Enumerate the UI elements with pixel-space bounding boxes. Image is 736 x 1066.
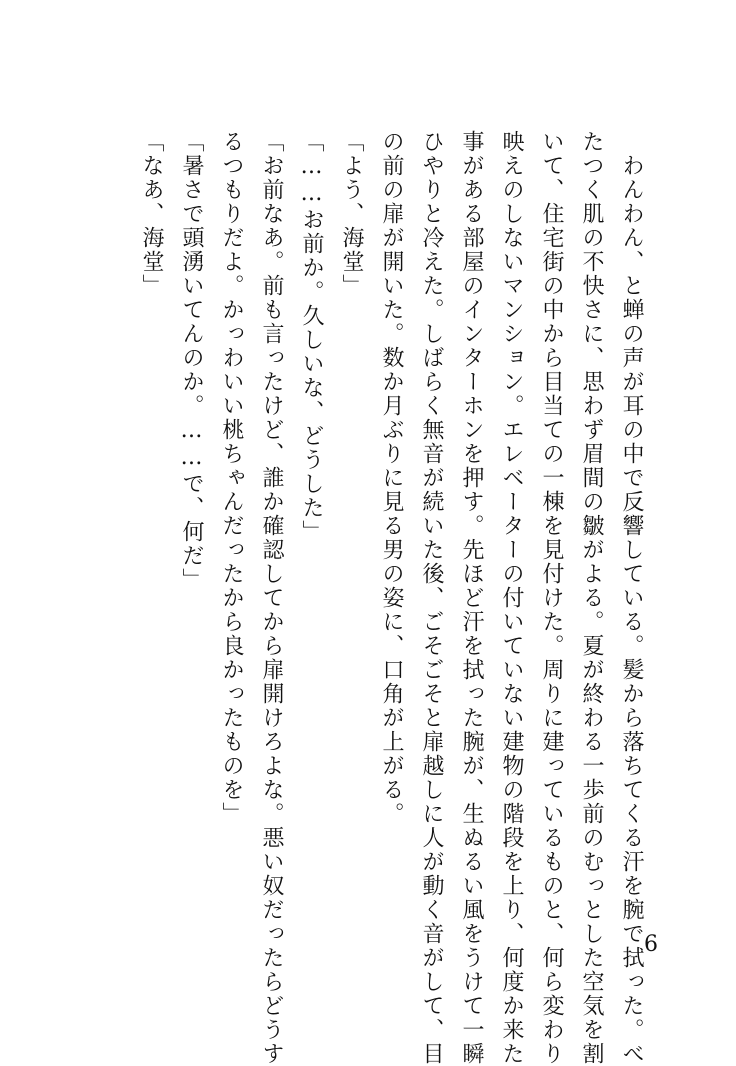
dialogue-line-3: 「お前なあ。前も言ったけど、誰か確認してから扉開けろよな。悪い奴だったらどうす	[259, 130, 284, 1066]
dialogue-line-4: 「暑さで頭湧いてんのか。……で、何だ」	[179, 130, 204, 592]
text-line-7: の前の扉が開いた。数か月ぶりに見る男の姿に、口角が上がる。	[379, 130, 404, 826]
dialogue-line-2: 「……お前か。久しいな、どうした」	[299, 130, 324, 544]
text-line-2: たつく肌の不快さに、思わず眉間の皺がよる。夏が終わる一歩前のむっとした空気を割	[579, 130, 604, 1066]
text-line-1: わんわん、と蝉の声が耳の中で反響している。髪から落ちてくる汗を腕で拭った。べ	[619, 130, 644, 1066]
dialogue-line-5: 「なあ、海堂」	[139, 130, 164, 298]
page-number: 6	[644, 932, 658, 957]
text-line-5: 事がある部屋のインターホンを押す。先ほど汗を拭った腕が、生ぬるい風をうけて一瞬	[459, 130, 484, 1066]
text-line-4: 映えのしないマンション。エレベーターの付いていない建物の階段を上り、何度か来た	[499, 130, 524, 1066]
text-line-3: いて、住宅街の中から目当ての一棟を見付けた。周りに建っているものと、何ら変わり	[539, 130, 564, 1066]
text-line-6: ひやりと冷えた。しばらく無音が続いた後、ごそごそと扉越しに人が動く音がして、目	[419, 130, 444, 1066]
dialogue-line-1: 「よう、海堂」	[339, 130, 364, 298]
dialogue-line-3-continued: るつもりだよ。かっわいい桃ちゃんだったから良かったものを」	[219, 130, 244, 826]
